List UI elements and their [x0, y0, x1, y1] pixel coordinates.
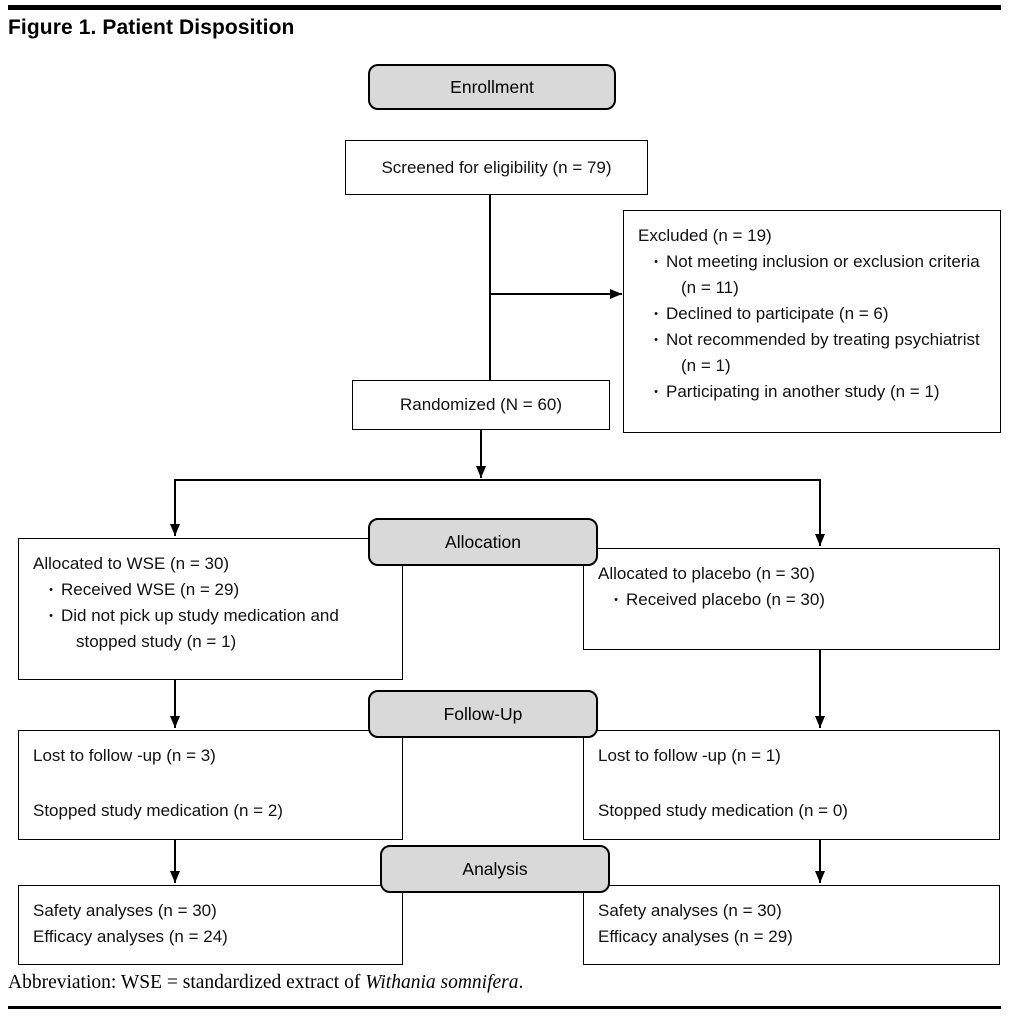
bullet-glyph: • — [49, 610, 53, 622]
randomized-box: Randomized (N = 60) — [352, 380, 610, 430]
wse-followup-line2: Stopped study medication (n = 2) — [33, 801, 283, 820]
figure-title: Figure 1. Patient Disposition — [8, 16, 295, 39]
wse-allocation-item — [33, 603, 388, 655]
abbreviation-species: Withania somnifera — [365, 972, 519, 993]
wse-allocation-item-text: Did not pick up study medication and stopped study (n = 1) — [61, 606, 339, 651]
phase-analysis: Analysis — [380, 845, 610, 893]
excluded-item-text: Not recommended by treating psychiatrist (n = 1) — [666, 330, 980, 375]
abbreviation-text: Abbreviation: WSE = standardized extract of — [8, 972, 366, 993]
bullet-glyph: • — [654, 256, 658, 268]
abbreviation-period: . — [518, 972, 524, 993]
placebo-analysis-line2: Efficacy analyses (n = 29) — [598, 927, 793, 946]
wse-allocation-heading: Allocated to WSE (n = 30) — [33, 554, 230, 573]
wse-allocation-box — [18, 538, 403, 680]
placebo-allocation-heading: Allocated to placebo (n = 30) — [598, 564, 815, 583]
placebo-allocation-item — [598, 587, 985, 613]
excluded-item — [638, 249, 986, 301]
wse-allocation-item-text: Received WSE (n = 29) — [61, 580, 240, 599]
placebo-allocation-box — [583, 548, 1000, 650]
excluded-item-text: Not meeting inclusion or exclusion criteria (n = 11) — [666, 252, 980, 297]
wse-analysis-line2: Efficacy analyses (n = 24) — [33, 927, 228, 946]
wse-followup-box — [18, 730, 403, 840]
excluded-item-text: Declined to participate (n = 6) — [666, 304, 889, 323]
phase-enrollment: Enrollment — [368, 64, 616, 110]
phase-follow-up: Follow-Up — [368, 690, 598, 738]
wse-followup-line1: Lost to follow -up (n = 3) — [33, 746, 216, 765]
placebo-analysis-line1: Safety analyses (n = 30) — [598, 901, 782, 920]
excluded-item — [638, 327, 986, 379]
bullet-glyph: • — [654, 308, 658, 320]
phase-allocation: Allocation — [368, 518, 598, 566]
bullet-glyph: • — [654, 386, 658, 398]
screened-box: Screened for eligibility (n = 79) — [345, 140, 648, 195]
placebo-followup-box — [583, 730, 1000, 840]
wse-allocation-item — [33, 577, 388, 603]
excluded-item-text: Participating in another study (n = 1) — [666, 382, 940, 401]
placebo-allocation-item-text: Received placebo (n = 30) — [626, 590, 825, 609]
bullet-glyph: • — [614, 594, 618, 606]
excluded-item — [638, 301, 986, 327]
placebo-analysis-box — [583, 885, 1000, 965]
excluded-item — [638, 379, 986, 405]
excluded-box — [623, 210, 1001, 433]
placebo-followup-line2: Stopped study medication (n = 0) — [598, 801, 848, 820]
bullet-glyph: • — [49, 584, 53, 596]
wse-analysis-line1: Safety analyses (n = 30) — [33, 901, 217, 920]
placebo-followup-line1: Lost to follow -up (n = 1) — [598, 746, 781, 765]
bullet-glyph: • — [654, 334, 658, 346]
excluded-heading: Excluded (n = 19) — [638, 226, 772, 245]
wse-analysis-box — [18, 885, 403, 965]
